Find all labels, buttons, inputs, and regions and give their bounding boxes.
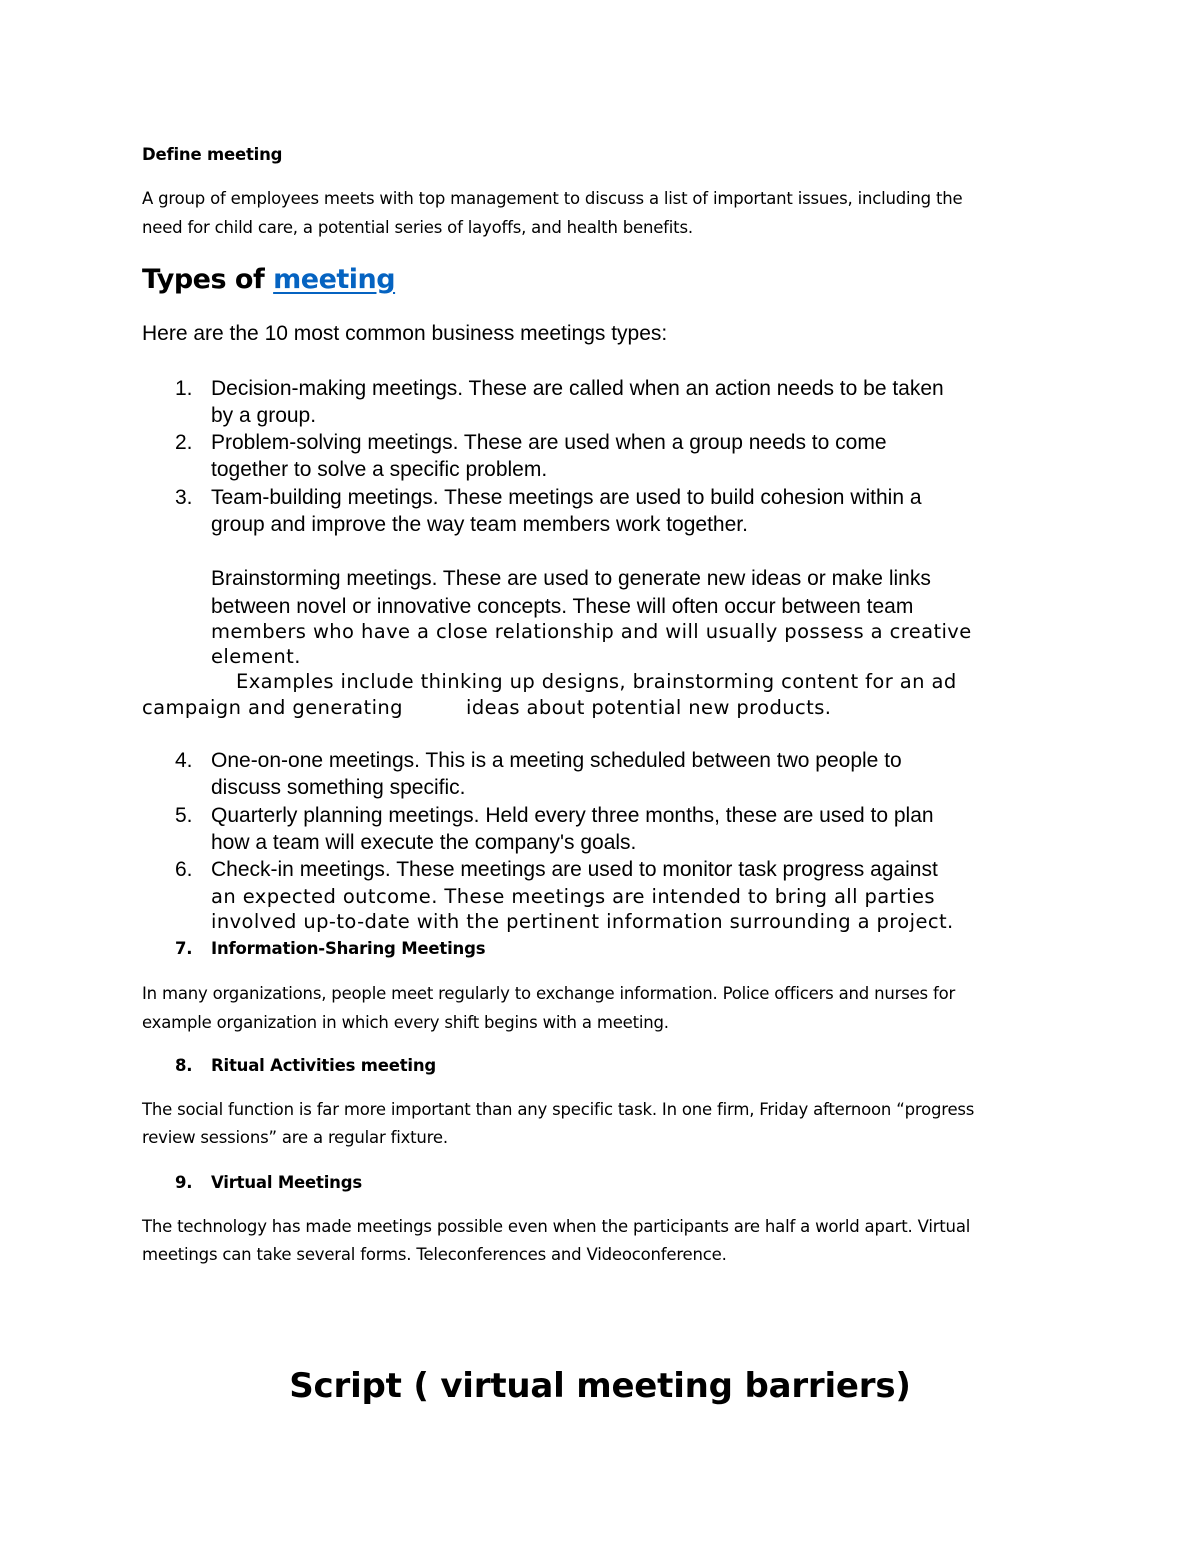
define-line-2: need for child care, a potential series of layoffs, and health benefits. bbox=[142, 218, 693, 237]
section-8-line-1: The social function is far more important than any specific task. In one firm, Friday afternoon “progress bbox=[142, 1100, 975, 1119]
brainstorm-line-3: members who have a close relationship and will usually possess a creative bbox=[211, 620, 972, 643]
list-item-1-line-2: by a group. bbox=[211, 404, 317, 427]
section-8-number: 8. bbox=[175, 1056, 193, 1075]
list-item-1-number: 1. bbox=[175, 377, 193, 400]
brainstorm-line-5: Examples include thinking up designs, brainstorming content for an ad bbox=[236, 670, 957, 693]
define-line-1: A group of employees meets with top management to discuss a list of important issues, including the bbox=[142, 189, 963, 208]
section-7-line-2: example organization in which every shift begins with a meeting. bbox=[142, 1013, 669, 1032]
section-7-number: 7. bbox=[175, 939, 193, 958]
list-item-4-line-2: discuss something specific. bbox=[211, 776, 466, 799]
list-item-6-line-2: an expected outcome. These meetings are intended to bring all parties bbox=[211, 885, 935, 908]
list-item-3-line-2: group and improve the way team members work together. bbox=[211, 513, 748, 536]
list-item-5-number: 5. bbox=[175, 804, 193, 827]
list-item-6-line-3: involved up-to-date with the pertinent information surrounding a project. bbox=[211, 910, 954, 933]
brainstorm-line-6a: campaign and generating bbox=[142, 696, 403, 719]
section-7-line-1: In many organizations, people meet regularly to exchange information. Police officers and nurses for bbox=[142, 984, 956, 1003]
section-8-title: Ritual Activities meeting bbox=[211, 1056, 437, 1075]
section-9-number: 9. bbox=[175, 1173, 193, 1192]
list-item-2-line-2: together to solve a specific problem. bbox=[211, 458, 548, 481]
list-item-2-line-1: Problem-solving meetings. These are used when a group needs to come bbox=[211, 431, 887, 454]
list-item-1-line-1: Decision-making meetings. These are called when an action needs to be taken bbox=[211, 377, 944, 400]
script-title: Script ( virtual meeting barriers) bbox=[289, 1366, 911, 1406]
list-item-4-number: 4. bbox=[175, 749, 193, 772]
brainstorm-line-4: element. bbox=[211, 645, 301, 668]
list-item-6-line-1: Check-in meetings. These meetings are used to monitor task progress against bbox=[211, 858, 938, 881]
section-9-title: Virtual Meetings bbox=[211, 1173, 362, 1192]
brainstorm-line-6b: ideas about potential new products. bbox=[466, 696, 832, 719]
list-item-4-line-1: One-on-one meetings. This is a meeting scheduled between two people to bbox=[211, 749, 902, 772]
section-9-line-2: meetings can take several forms. Teleconferences and Videoconference. bbox=[142, 1245, 727, 1264]
section-8-line-2: review sessions” are a regular fixture. bbox=[142, 1128, 448, 1147]
list-item-3-line-1: Team-building meetings. These meetings are used to build cohesion within a bbox=[211, 486, 922, 509]
section-7-title: Information-Sharing Meetings bbox=[211, 939, 486, 958]
list-item-3-number: 3. bbox=[175, 486, 193, 509]
types-heading-prefix: Types of bbox=[142, 264, 274, 295]
types-intro: Here are the 10 most common business meetings types: bbox=[142, 322, 668, 345]
list-item-5-line-2: how a team will execute the company's goals. bbox=[211, 831, 637, 854]
types-heading bbox=[142, 264, 395, 295]
define-heading: Define meeting bbox=[142, 145, 283, 164]
list-item-5-line-1: Quarterly planning meetings. Held every three months, these are used to plan bbox=[211, 804, 934, 827]
section-9-line-1: The technology has made meetings possible even when the participants are half a world apart. Virtual bbox=[142, 1217, 971, 1236]
list-item-2-number: 2. bbox=[175, 431, 193, 454]
brainstorm-line-1: Brainstorming meetings. These are used to generate new ideas or make links bbox=[211, 567, 931, 590]
brainstorm-line-2: between novel or innovative concepts. These will often occur between team bbox=[211, 595, 914, 618]
meeting-link[interactable]: meeting bbox=[273, 264, 396, 295]
list-item-6-number: 6. bbox=[175, 858, 193, 881]
